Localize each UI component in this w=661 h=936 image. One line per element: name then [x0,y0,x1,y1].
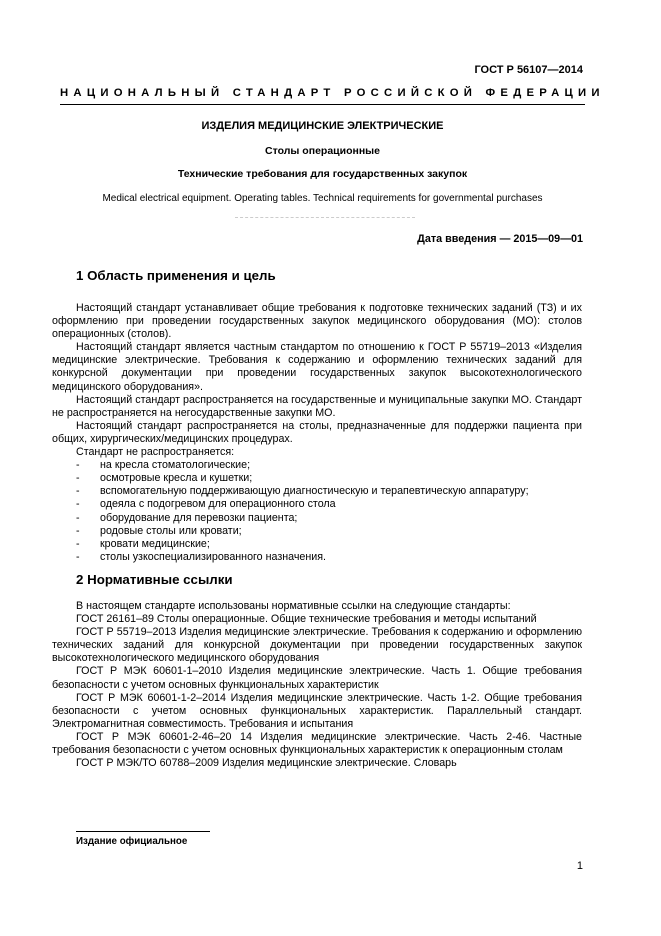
header-rule [60,104,585,105]
document-subtitle: Столы операционные [265,145,380,157]
list-item: - столы узкоспециализированного назначения. [76,550,326,563]
list-item: - одеяла с подогревом для операционного стола [76,498,336,511]
section-1-heading: 1 Область применения и цель [76,268,276,283]
official-edition-label: Издание официальное [76,836,188,847]
section-1-body [52,302,582,564]
paragraph: Настоящий стандарт устанавливает общие требования к подготовке технических заданий (ТЗ) и их оформлению при проведении государственных закупок медицинского оборудования (МО): столов операционных (столов). [52,302,582,341]
document-number: ГОСТ Р 56107—2014 [474,64,583,76]
document-title: ИЗДЕЛИЯ МЕДИЦИНСКИЕ ЭЛЕКТРИЧЕСКИЕ [201,120,444,132]
list-item: - вспомогательную поддерживающую диагностическую и терапевтическую аппаратуру; [76,485,529,498]
list-item: - оборудование для перевозки пациента; [76,511,298,524]
reference-item: ГОСТ Р МЭК 60601-1-2–2014 Изделия медицинские электрические. Часть 1-2. Общие требования безопасности с учетом основных функциональных характеристик. Параллельный стандарт. Электромагнитная совместимость. Требования и испытания [52,691,582,730]
reference-item: ГОСТ Р МЭК/ТО 60788–2009 Изделия медицинские электрические. Словарь [76,757,457,770]
paragraph: Настоящий стандарт распространяется на столы, предназначенные для поддержки пациента при общих, хирургических/медицинских процедурах. [52,419,582,445]
footer-rule [76,831,210,832]
section-2-body [52,600,582,770]
title-divider [235,217,415,218]
paragraph: Настоящий стандарт является частным стандартом по отношению к ГОСТ Р 55719–2013 «Изделия медицинские электрические. Требования к содержанию и оформлению технических заданий для конкурсной документации при проведении государственных закупок высокотехнологического медицинского оборудования». [52,341,582,393]
reference-item: ГОСТ 26161–89 Столы операционные. Общие технические требования и методы испытаний [76,613,537,626]
national-standard-banner: НАЦИОНАЛЬНЫЙ СТАНДАРТ РОССИЙСКОЙ ФЕДЕРАЦИИ [60,87,605,99]
list-item: - кровати медицинские; [76,537,210,550]
list-item: - родовые столы или кровати; [76,524,242,537]
paragraph: Настоящий стандарт распространяется на государственные и муниципальные закупки МО. Стандарт не распространяется на негосударственные закупки МО. [52,393,582,419]
document-subtitle-2: Технические требования для государственных закупок [177,168,468,180]
introduction-date: Дата введения — 2015—09—01 [417,233,583,245]
reference-item: ГОСТ Р МЭК 60601-1–2010 Изделия медицинские электрические. Часть 1. Общие требования безопасности с учетом основных функциональных характеристик [52,665,582,691]
exclusion-list [76,459,582,564]
list-item: - на кресла стоматологические; [76,459,251,472]
section-2-heading: 2 Нормативные ссылки [76,572,233,587]
page-number: 1 [576,860,583,872]
paragraph: Стандарт не распространяется: [76,446,235,459]
list-item: - осмотровые кресла и кушетки; [76,472,253,485]
reference-item: ГОСТ Р МЭК 60601-2-46–20 14 Изделия медицинские электрические. Часть 2-46. Частные требования безопасности с учетом основных функциональных характеристик к операционным столам [52,730,582,757]
english-title: Medical electrical equipment. Operating tables. Technical requirements for governmental purchases [102,193,543,204]
reference-item: ГОСТ Р 55719–2013 Изделия медицинские электрические. Требования к содержанию и оформлению технических заданий для конкурсной документации при проведении государственных закупок высокотехнологического медицинского оборудования [52,626,582,665]
paragraph: В настоящем стандарте использованы нормативные ссылки на следующие стандарты: [76,600,511,612]
